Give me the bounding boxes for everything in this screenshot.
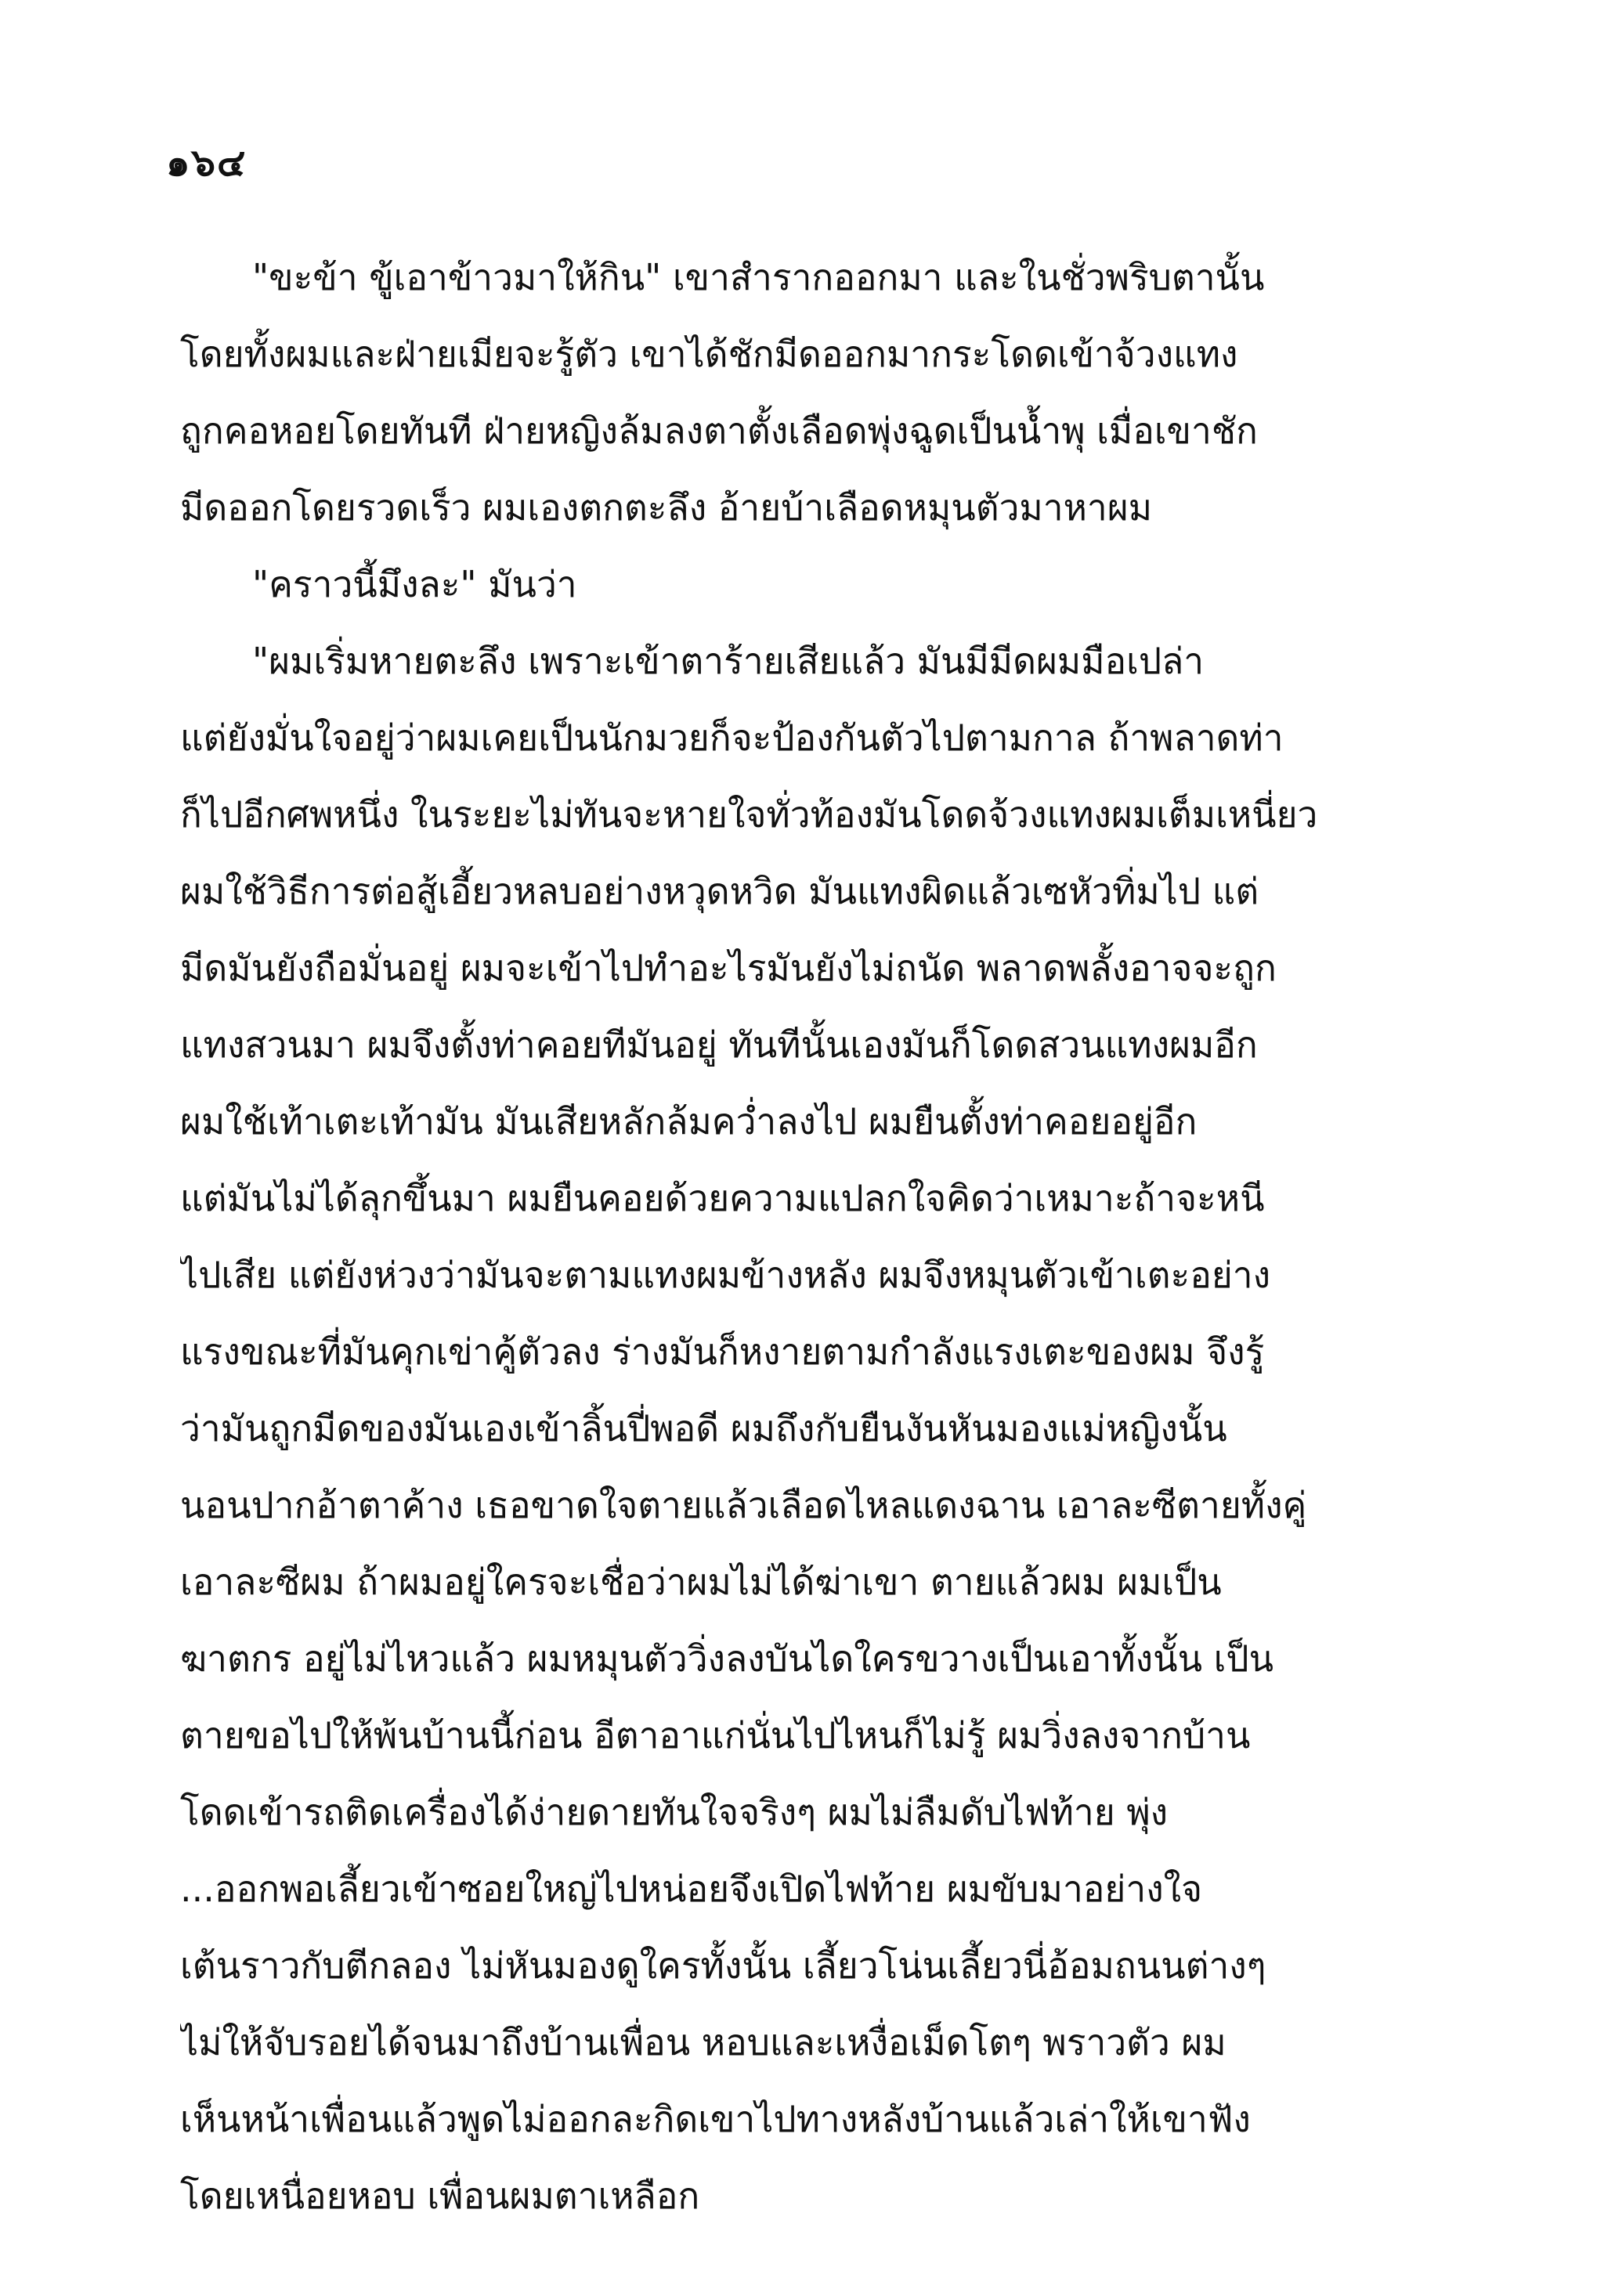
- text-line: โดดเข้ารถติดเครื่องได้ง่ายดายทันใจจริงๆ ผมไม่ลืมดับไฟท้าย พุ่ง: [180, 1791, 1169, 1833]
- text-line: ...ออกพอเลี้ยวเข้าซอยใหญ่ไปหน่อยจึงเปิดไฟท้าย ผมขับมาอย่างใจ: [180, 1868, 1203, 1910]
- text-line: ฆาตกร อยู่ไม่ไหวแล้ว ผมหมุนตัววิ่งลงบันไดใครขวางเป็นเอาทั้งนั้น เป็น: [180, 1637, 1274, 1680]
- text-line: ว่ามันถูกมีดของมันเองเข้าลิ้นปี่พอดี ผมถึงกับยืนงันหันมองแม่หญิงนั้น: [180, 1407, 1227, 1449]
- text-line: "คราวนี้มึงละ" มันว่า: [252, 563, 577, 605]
- text-line: ไปเสีย แต่ยังห่วงว่ามันจะตามแทงผมข้างหลัง ผมจึงหมุนตัวเข้าเตะอย่าง: [180, 1254, 1271, 1296]
- text-line: "ขะข้า ขู้เอาข้าวมาให้กิน" เขาสำรากออกมา และในชั่วพริบตานั้น: [252, 256, 1265, 298]
- text-line: แทงสวนมา ผมจึงตั้งท่าคอยทีมันอยู่ ทันทีนั้นเองมันก็โดดสวนแทงผมอีก: [180, 1023, 1258, 1066]
- text-line: เต้นราวกับตีกลอง ไม่หันมองดูใครทั้งนั้น เลี้ยวโน่นเลี้ยวนี่อ้อมถนนต่างๆ: [180, 1944, 1266, 1987]
- text-line: ผมใช้เท้าเตะเท้ามัน มันเสียหลักล้มคว่ำลงไป ผมยืนตั้งท่าคอยอยู่อีก: [180, 1100, 1198, 1143]
- text-line: โดยทั้งผมและฝ่ายเมียจะรู้ตัว เขาได้ชักมีดออกมากระโดดเข้าจ้วงแทง: [180, 333, 1238, 375]
- text-line: ถูกคอหอยโดยทันที ฝ่ายหญิงล้มลงตาตั้งเลือดพุ่งฉูดเป็นน้ำพุ เมื่อเขาชัก: [180, 410, 1258, 452]
- text-line: ตายขอไปให้พ้นบ้านนี้ก่อน อีตาอาแก่นั่นไปไหนก็ไม่รู้ ผมวิ่งลงจากบ้าน: [180, 1714, 1251, 1756]
- page-number: ๑๖๔: [166, 141, 247, 185]
- text-line: แต่มันไม่ได้ลุกขึ้นมา ผมยืนคอยด้วยความแปลกใจคิดว่าเหมาะถ้าจะหนี: [180, 1177, 1265, 1219]
- text-line: โดยเหนื่อยหอบ เพื่อนผมตาเหลือก: [180, 2175, 700, 2217]
- text-line: มีดมันยังถือมั่นอยู่ ผมจะเข้าไปทำอะไรมันยังไม่ถนัด พลาดพลั้งอาจจะถูก: [180, 947, 1277, 989]
- text-line: มีดออกโดยรวดเร็ว ผมเองตกตะลึง อ้ายบ้าเลือดหมุนตัวมาหาผม: [180, 486, 1153, 529]
- text-line: แรงขณะที่มันคุกเข่าคู้ตัวลง ร่างมันก็หงายตามกำลังแรงเตะของผม จึงรู้: [180, 1330, 1265, 1373]
- text-line: แต่ยังมั่นใจอยู่ว่าผมเคยเป็นนักมวยก็จะป้องกันตัวไปตามกาล ถ้าพลาดท่า: [180, 717, 1284, 759]
- text-line: "ผมเริ่มหายตะลึง เพราะเข้าตาร้ายเสียแล้ว มันมีมีดผมมือเปล่า: [252, 640, 1205, 682]
- body-text: [180, 239, 1433, 2234]
- text-line: เอาละซีผม ถ้าผมอยู่ใครจะเชื่อว่าผมไม่ได้ฆ่าเขา ตายแล้วผม ผมเป็น: [180, 1561, 1222, 1603]
- text-line: นอนปากอ้าตาค้าง เธอขาดใจตายแล้วเลือดไหลแดงฉาน เอาละซีตายทั้งคู่: [180, 1484, 1307, 1526]
- text-line: ผมใช้วิธีการต่อสู้เอี้ยวหลบอย่างหวุดหวิด มันแทงผิดแล้วเซหัวทิ่มไป แต่: [180, 870, 1259, 912]
- text-line: ก็ไปอีกศพหนึ่ง ในระยะไม่ทันจะหายใจทั่วท้องมันโดดจ้วงแทงผมเต็มเหนี่ยว: [180, 793, 1318, 836]
- text-line: เห็นหน้าเพื่อนแล้วพูดไม่ออกละกิดเขาไปทางหลังบ้านแล้วเล่าให้เขาฟัง: [180, 2098, 1251, 2140]
- text-line: ไม่ให้จับรอยได้จนมาถึงบ้านเพื่อน หอบและเหงื่อเม็ดโตๆ พราวตัว ผม: [180, 2021, 1226, 2063]
